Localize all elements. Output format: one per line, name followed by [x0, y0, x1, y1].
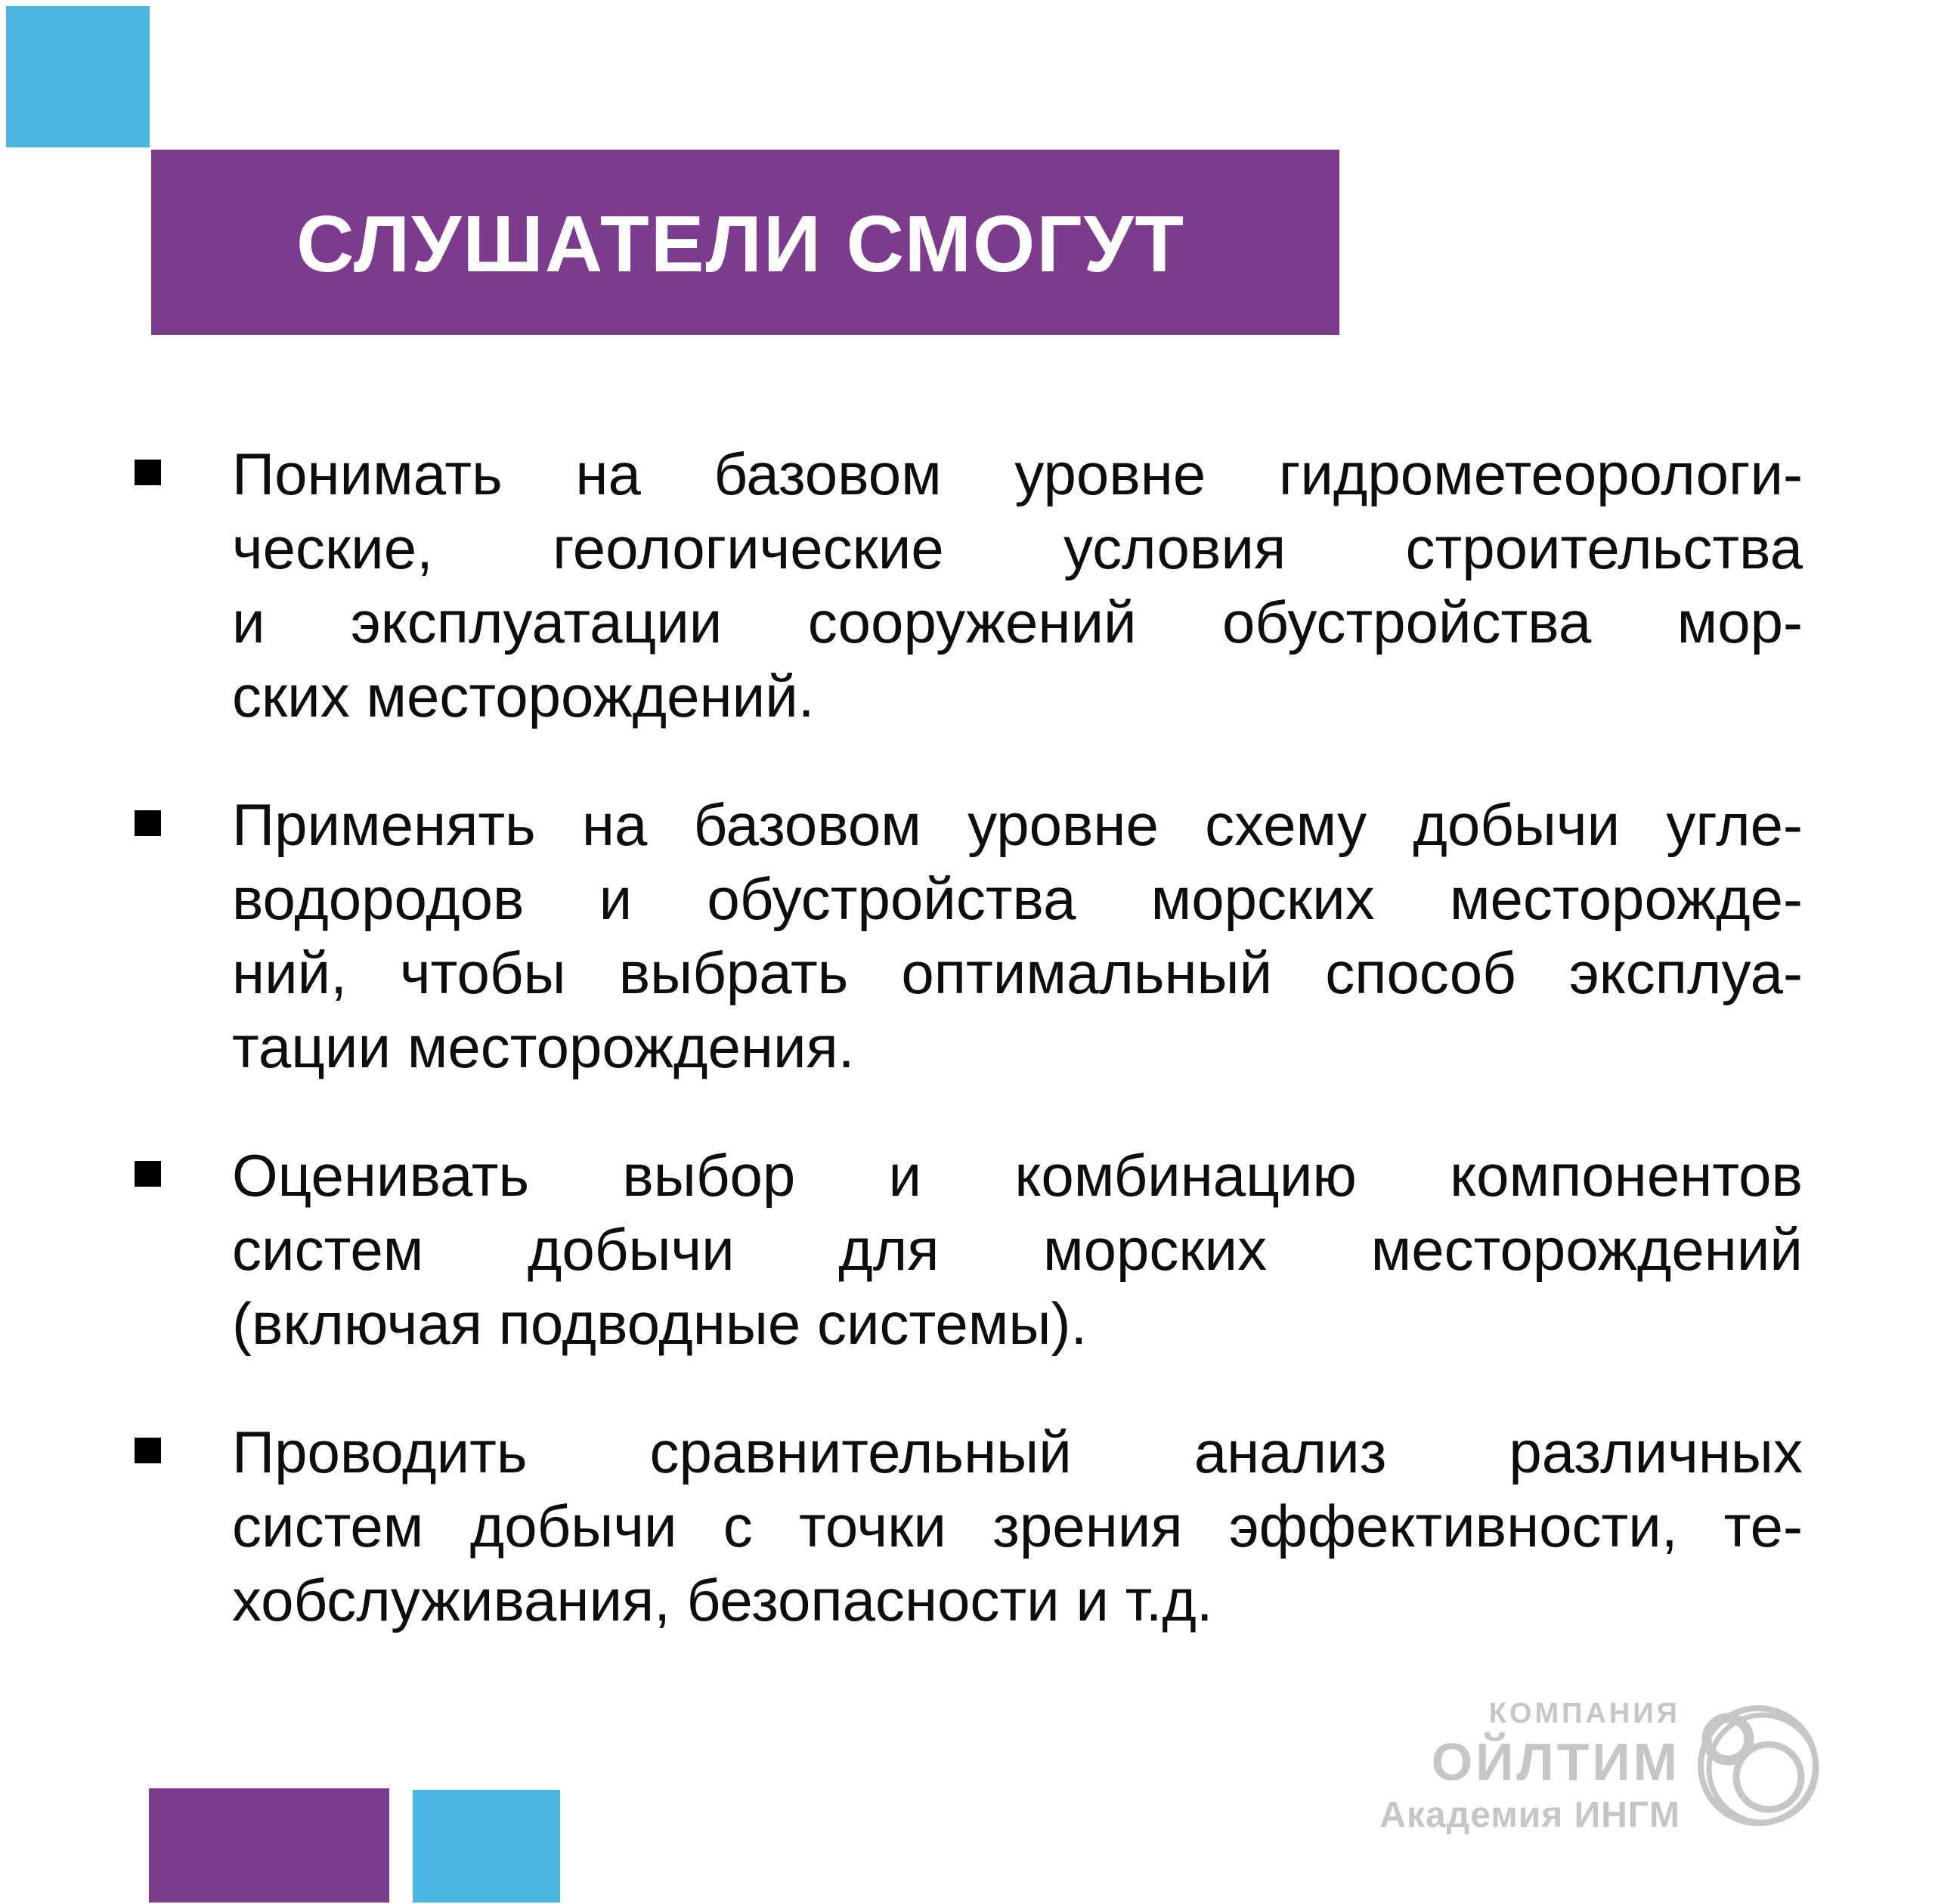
logo-brand-name: ОЙЛТИМ [1431, 1732, 1680, 1791]
bullet-text-line: систем добычи с точки зрения эффективности, те- [232, 1493, 1803, 1559]
bullet-text-line: Применять на базовом уровне схему добычи угле- [232, 791, 1803, 858]
bullet-text-line: Понимать на базовом уровне гидрометеорологи- [232, 441, 1803, 507]
bullet-list [135, 437, 1803, 1692]
accent-square-blue-bottom [413, 1790, 560, 1902]
bullet-square-icon [135, 460, 161, 485]
bullet-item [135, 788, 1803, 1084]
logo-company-label: КОМПАНИЯ [1488, 1698, 1680, 1729]
oiltim-logo-text [1379, 1699, 1680, 1834]
bullet-text [232, 788, 1803, 1084]
accent-square-blue-top-left [6, 6, 150, 147]
bullet-text-line: Оценивать выбор и комбинацию компонентов [232, 1142, 1803, 1209]
bullet-text-line: Проводить сравнительный анализ различных [232, 1419, 1803, 1485]
oiltim-logo-icon [1697, 1703, 1822, 1828]
logo-subtitle: Академия ИНГМ [1379, 1795, 1680, 1835]
bullet-text-line: тации месторождения. [232, 1014, 855, 1080]
bullet-item [135, 1415, 1803, 1637]
bullet-text-line: ских месторождений. [232, 663, 815, 729]
bullet-text [232, 1138, 1803, 1361]
bullet-text-line: систем добычи для морских месторождений [232, 1216, 1803, 1283]
bullet-text [232, 437, 1803, 733]
bullet-item [135, 437, 1803, 733]
bullet-text-line: (включая подводные системы). [232, 1290, 1088, 1357]
accent-square-purple-bottom [149, 1788, 389, 1902]
page-title: СЛУШАТЕЛИ СМОГУТ [296, 200, 1186, 289]
title-banner [151, 150, 1339, 335]
bullet-item [135, 1138, 1803, 1361]
bullet-text-line: ний, чтобы выбрать оптимальный способ эксплуа- [232, 940, 1803, 1006]
bullet-square-icon [135, 1161, 161, 1187]
bullet-square-icon [135, 1438, 161, 1463]
bullet-square-icon [135, 810, 161, 836]
bullet-text-line: ческие, геологические условия строительства [232, 515, 1803, 581]
bullet-text-line: водородов и обустройства морских месторожде- [232, 865, 1803, 932]
bullet-text-line: хобслуживания, безопасности и т.д. [232, 1567, 1213, 1633]
bullet-text [232, 1415, 1803, 1637]
bullet-text-line: и эксплуатации сооружений обустройства мор- [232, 589, 1803, 655]
